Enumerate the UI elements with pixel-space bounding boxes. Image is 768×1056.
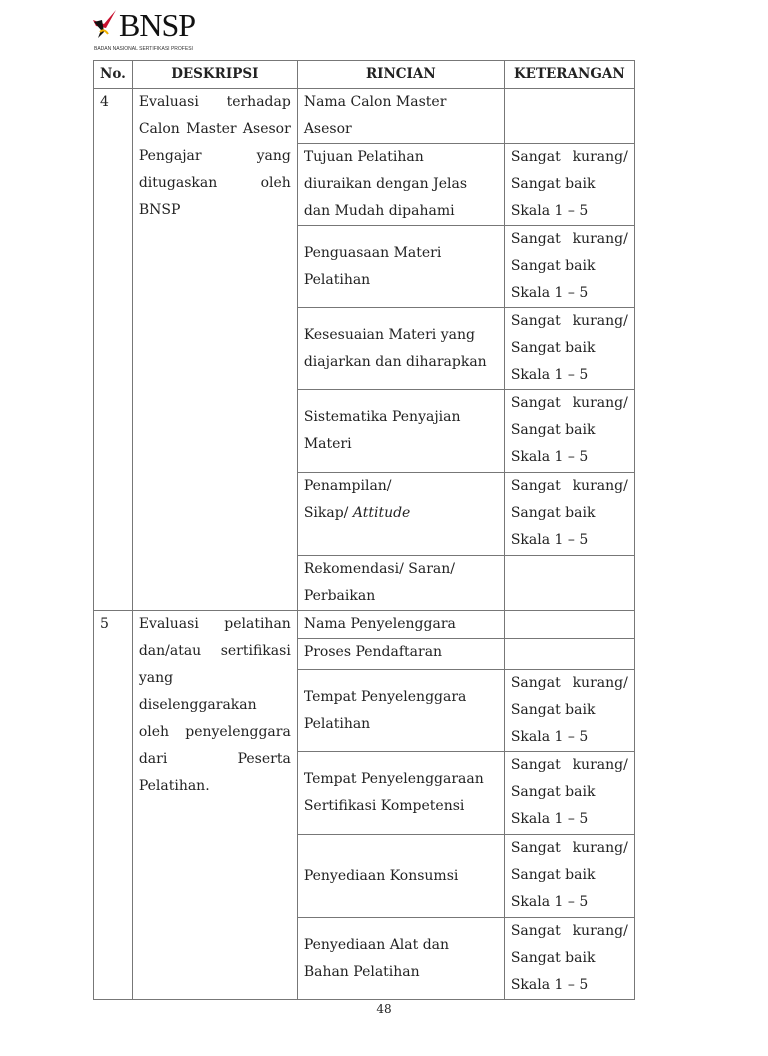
- rincian-line: Penguasaan Materi: [303, 244, 442, 261]
- rincian-cell: [297, 670, 504, 752]
- keterangan-line: Sangat kurang/: [510, 395, 628, 411]
- keterangan-cell: [504, 308, 634, 390]
- rincian-cell: [297, 473, 504, 556]
- description-line: dan/atau sertifikasi: [138, 643, 291, 659]
- description-line: ditugaskan oleh: [138, 175, 291, 191]
- rincian-line: diuraikan dengan Jelas: [303, 176, 468, 192]
- rincian-cell: [297, 390, 504, 473]
- description-line: Calon Master Asesor: [138, 121, 291, 137]
- evaluation-table: [93, 60, 635, 1000]
- keterangan-line: Skala 1 – 5: [510, 811, 589, 827]
- keterangan-line: Sangat kurang/: [510, 923, 628, 939]
- rincian-line: Penyediaan Alat dan: [303, 936, 450, 953]
- keterangan-line: Sangat kurang/: [510, 231, 628, 247]
- rincian-line: Tempat Penyelenggaraan: [303, 771, 484, 787]
- keterangan-line: Skala 1 – 5: [510, 894, 589, 910]
- rincian-line: Pelatihan: [303, 271, 371, 288]
- column-header: RINCIAN: [297, 61, 504, 89]
- keterangan-line: Skala 1 – 5: [510, 285, 589, 301]
- rincian-line: Penampilan/: [303, 478, 392, 494]
- row-number: 5: [94, 611, 133, 1000]
- keterangan-line: Sangat kurang/: [510, 840, 628, 856]
- rincian-cell: [297, 611, 504, 639]
- keterangan-cell: [504, 473, 634, 556]
- keterangan-cell: [504, 390, 634, 473]
- bnsp-emblem-icon: [92, 10, 118, 40]
- description-cell: [132, 89, 297, 611]
- rincian-line: Perbaikan: [303, 588, 376, 604]
- keterangan-cell: [504, 918, 634, 1000]
- rincian-line: diajarkan dan diharapkan: [303, 353, 487, 370]
- description-line: Pengajar yang: [138, 148, 291, 164]
- column-header: No.: [94, 61, 133, 89]
- rincian-line: Sikap/: [303, 505, 353, 521]
- rincian-cell: [297, 226, 504, 308]
- rincian-line: Tempat Penyelenggara: [303, 688, 467, 705]
- rincian-cell: [297, 89, 504, 144]
- keterangan-line: Sangat baik: [510, 176, 596, 192]
- description-line: yang diselenggarakan: [138, 670, 257, 713]
- rincian-line: Sertifikasi Kompetensi: [303, 798, 465, 814]
- rincian-line: Rekomendasi/ Saran/: [303, 561, 455, 577]
- rincian-line: Materi: [303, 436, 352, 452]
- logo-subtitle: BADAN NASIONAL SERTIFIKASI PROFESI: [94, 46, 193, 52]
- description-line: oleh penyelenggara: [138, 724, 291, 740]
- bnsp-logo: [92, 8, 212, 52]
- rincian-line: Tujuan Pelatihan: [303, 149, 424, 165]
- keterangan-cell: [504, 611, 634, 639]
- keterangan-line: Sangat baik: [510, 702, 596, 718]
- logo-name: BNSP: [119, 7, 196, 43]
- keterangan-line: Sangat baik: [510, 422, 596, 438]
- keterangan-cell: [504, 752, 634, 835]
- rincian-cell: [297, 308, 504, 390]
- rincian-cell: [297, 918, 504, 1000]
- keterangan-cell: [504, 639, 634, 670]
- keterangan-line: Skala 1 – 5: [510, 203, 589, 219]
- rincian-cell: [297, 835, 504, 918]
- keterangan-line: Sangat kurang/: [510, 313, 628, 329]
- keterangan-line: Sangat kurang/: [510, 149, 628, 165]
- keterangan-cell: [504, 89, 634, 144]
- keterangan-line: Sangat baik: [510, 950, 596, 966]
- keterangan-line: Sangat kurang/: [510, 757, 628, 773]
- keterangan-cell: [504, 556, 634, 611]
- rincian-line: Sistematika Penyajian: [303, 409, 461, 425]
- rincian-line: Nama Calon Master Asesor: [303, 94, 447, 137]
- description-line: dari Peserta: [138, 751, 291, 767]
- rincian-line: Proses Pendaftaran: [303, 644, 443, 660]
- keterangan-line: Skala 1 – 5: [510, 449, 589, 465]
- rincian-line: Bahan Pelatihan: [303, 963, 420, 980]
- keterangan-line: Sangat baik: [510, 867, 596, 883]
- rincian-cell: [297, 556, 504, 611]
- keterangan-cell: [504, 670, 634, 752]
- keterangan-cell: [504, 835, 634, 918]
- keterangan-line: Skala 1 – 5: [510, 367, 589, 383]
- description-line: BNSP: [138, 202, 181, 218]
- column-header: DESKRIPSI: [132, 61, 297, 89]
- row-number: 4: [94, 89, 133, 611]
- rincian-cell: [297, 639, 504, 670]
- rincian-line: Kesesuaian Materi yang: [303, 326, 475, 343]
- rincian-line: dan Mudah dipahami: [303, 203, 455, 219]
- rincian-cell: [297, 144, 504, 226]
- keterangan-line: Skala 1 – 5: [510, 729, 589, 745]
- page-number: 48: [376, 1002, 392, 1016]
- rincian-line: Pelatihan: [303, 715, 371, 732]
- keterangan-line: Skala 1 – 5: [510, 977, 589, 993]
- rincian-line: Nama Penyelenggara: [303, 616, 456, 632]
- keterangan-line: Sangat baik: [510, 505, 596, 521]
- keterangan-line: Sangat kurang/: [510, 478, 628, 494]
- table-row: [94, 611, 635, 639]
- column-header: KETERANGAN: [504, 61, 634, 89]
- description-line: Pelatihan.: [138, 778, 210, 794]
- rincian-line: Penyediaan Konsumsi: [303, 867, 459, 884]
- keterangan-line: Sangat baik: [510, 258, 596, 274]
- keterangan-line: Sangat baik: [510, 340, 596, 356]
- description-cell: [132, 611, 297, 1000]
- rincian-cell: [297, 752, 504, 835]
- rincian-line: Attitude: [352, 505, 411, 521]
- description-line: Evaluasi pelatihan: [138, 616, 291, 632]
- keterangan-cell: [504, 226, 634, 308]
- keterangan-line: Sangat baik: [510, 784, 596, 800]
- keterangan-cell: [504, 144, 634, 226]
- table-row: [94, 89, 635, 144]
- keterangan-line: Sangat kurang/: [510, 675, 628, 691]
- description-line: Evaluasi terhadap: [138, 94, 291, 110]
- keterangan-line: Skala 1 – 5: [510, 532, 589, 548]
